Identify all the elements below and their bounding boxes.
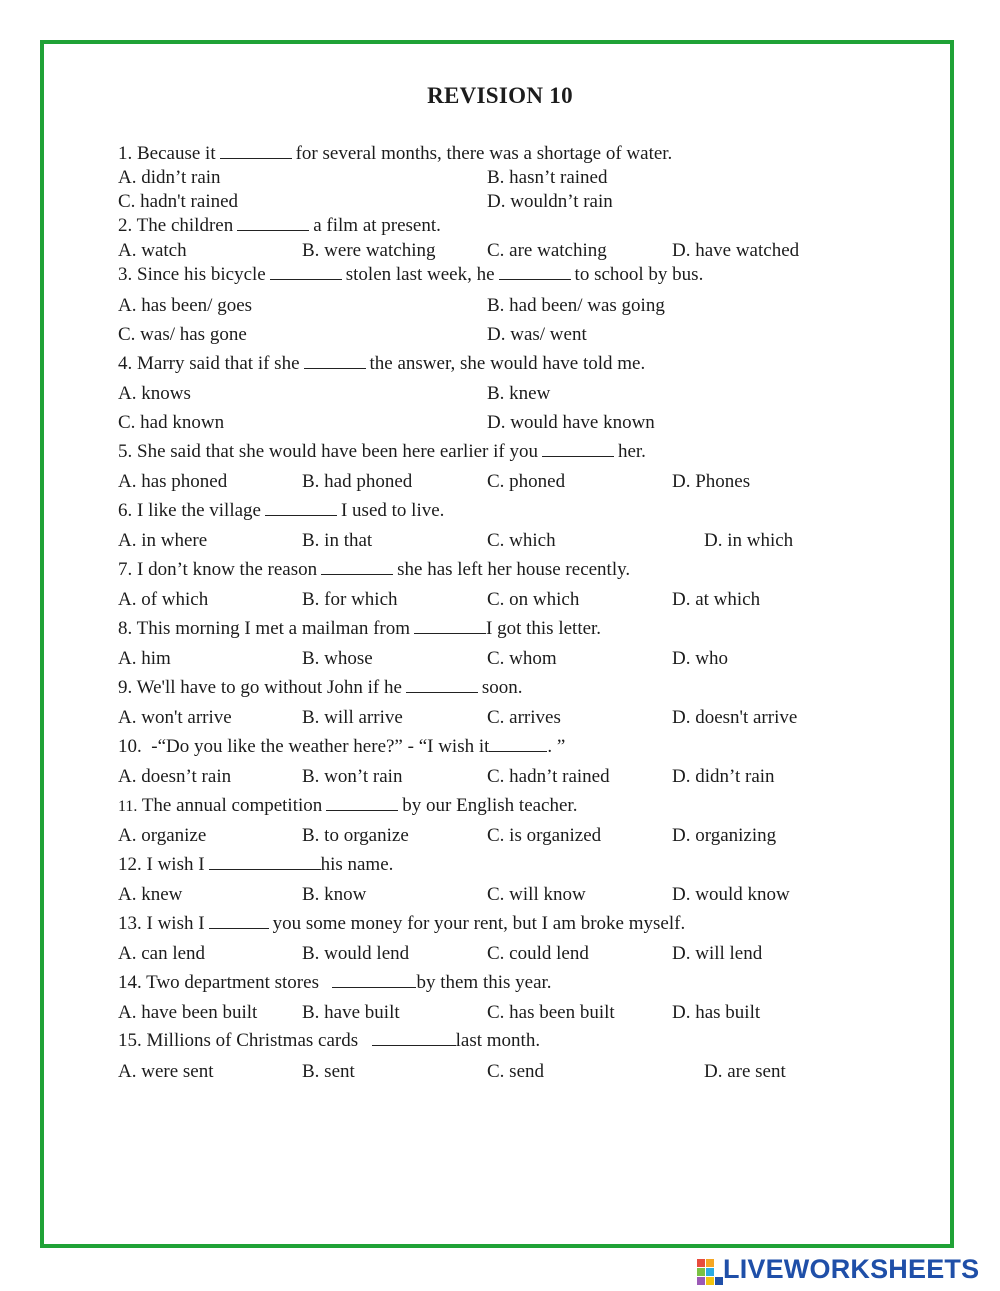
option-a[interactable]: A. won't arrive	[118, 707, 232, 728]
answer-blank[interactable]	[209, 854, 321, 870]
answer-blank[interactable]	[489, 736, 547, 752]
option-d[interactable]: D. would know	[672, 884, 790, 905]
option-d[interactable]: D. would have known	[487, 412, 655, 433]
question-5: 5. She said that she would have been here earlier if you her.	[118, 441, 646, 462]
question-15: 15. Millions of Christmas cards last month.	[118, 1030, 541, 1051]
option-d[interactable]: D. wouldn’t rain	[487, 191, 613, 212]
options-row-3	[0, 295, 1000, 319]
option-d[interactable]: D. has built	[672, 1002, 761, 1023]
option-c[interactable]: C. on which	[487, 589, 580, 610]
option-a[interactable]: A. in where	[118, 530, 208, 551]
answer-blank[interactable]	[265, 500, 337, 516]
options-row-4b	[0, 412, 1000, 436]
option-c[interactable]: C. was/ has gone	[118, 324, 247, 345]
options-row-4	[0, 383, 1000, 407]
option-c[interactable]: C. has been built	[487, 1002, 615, 1023]
option-d[interactable]: D. have watched	[672, 240, 800, 261]
option-b[interactable]: B. sent	[302, 1061, 355, 1082]
answer-blank[interactable]	[321, 559, 393, 575]
answer-blank[interactable]	[372, 1030, 456, 1046]
liveworksheets-logo[interactable]	[697, 1254, 997, 1288]
option-c[interactable]: C. are watching	[487, 240, 607, 261]
option-b[interactable]: B. would lend	[302, 943, 410, 964]
option-b[interactable]: B. know	[302, 884, 367, 905]
options-row-7	[0, 589, 1000, 613]
question-8: 8. This morning I met a mailman from I got this letter.	[118, 618, 602, 639]
option-c[interactable]: C. hadn’t rained	[487, 766, 610, 787]
option-b[interactable]: B. whose	[302, 648, 373, 669]
logo-text: LIVEWORKSHEETS	[723, 1254, 980, 1284]
option-a[interactable]: A. organize	[118, 825, 207, 846]
question-11: 11. The annual competition by our English teacher.	[118, 795, 578, 816]
question-14: 14. Two department stores by them this year.	[118, 972, 552, 993]
options-row-9	[0, 707, 1000, 731]
options-row-12	[0, 884, 1000, 908]
option-c[interactable]: C. will know	[487, 884, 586, 905]
option-a[interactable]: A. doesn’t rain	[118, 766, 232, 787]
options-row-15	[0, 1061, 1000, 1085]
option-c[interactable]: C. which	[487, 530, 556, 551]
option-d[interactable]: D. in which	[704, 530, 794, 551]
answer-blank[interactable]	[237, 215, 309, 231]
answer-blank[interactable]	[220, 143, 292, 159]
option-a[interactable]: A. were sent	[118, 1061, 214, 1082]
option-a[interactable]: A. have been built	[118, 1002, 258, 1023]
options-row-3b	[0, 324, 1000, 348]
option-c[interactable]: C. send	[487, 1061, 544, 1082]
question-6: 6. I like the village I used to live.	[118, 500, 445, 521]
options-row-10	[0, 766, 1000, 790]
options-row-1b	[0, 191, 1000, 215]
option-d[interactable]: D. who	[672, 648, 728, 669]
option-a[interactable]: A. didn’t rain	[118, 167, 221, 188]
options-row-2	[0, 240, 1000, 264]
option-b[interactable]: B. have built	[302, 1002, 400, 1023]
answer-blank[interactable]	[270, 264, 342, 280]
option-a[interactable]: A. watch	[118, 240, 187, 261]
option-b[interactable]: B. had been/ was going	[487, 295, 665, 316]
option-b[interactable]: B. had phoned	[302, 471, 413, 492]
question-2: 2. The children a film at present.	[118, 215, 441, 236]
liveworksheets-icon	[697, 1259, 723, 1285]
question-1: 1. Because it for several months, there was a shortage of water.	[118, 143, 673, 164]
option-c[interactable]: C. could lend	[487, 943, 589, 964]
question-10: 10. -“Do you like the weather here?” - “I wish it . ”	[118, 736, 566, 757]
answer-blank[interactable]	[542, 441, 614, 457]
options-row-6	[0, 530, 1000, 554]
answer-blank[interactable]	[209, 913, 269, 929]
option-b[interactable]: B. will arrive	[302, 707, 403, 728]
option-a[interactable]: A. of which	[118, 589, 209, 610]
option-c[interactable]: C. had known	[118, 412, 225, 433]
option-c[interactable]: C. phoned	[487, 471, 566, 492]
options-row-13	[0, 943, 1000, 967]
option-b[interactable]: B. knew	[487, 383, 551, 404]
answer-blank[interactable]	[326, 795, 398, 811]
option-d[interactable]: D. will lend	[672, 943, 763, 964]
option-a[interactable]: A. can lend	[118, 943, 206, 964]
option-d[interactable]: D. organizing	[672, 825, 777, 846]
answer-blank[interactable]	[414, 618, 486, 634]
option-c[interactable]: C. is organized	[487, 825, 602, 846]
option-a[interactable]: A. knows	[118, 383, 191, 404]
options-row-5	[0, 471, 1000, 495]
answer-blank[interactable]	[499, 264, 571, 280]
option-d[interactable]: D. was/ went	[487, 324, 587, 345]
page-title: REVISION 10	[427, 83, 573, 108]
option-d[interactable]: D. doesn't arrive	[672, 707, 798, 728]
option-d[interactable]: D. are sent	[704, 1061, 786, 1082]
option-b[interactable]: B. in that	[302, 530, 373, 551]
option-a[interactable]: A. has phoned	[118, 471, 228, 492]
option-b[interactable]: B. won’t rain	[302, 766, 403, 787]
option-c[interactable]: C. arrives	[487, 707, 561, 728]
option-a[interactable]: A. has been/ goes	[118, 295, 253, 316]
answer-blank[interactable]	[304, 353, 366, 369]
option-c[interactable]: C. hadn't rained	[118, 191, 239, 212]
option-b[interactable]: B. for which	[302, 589, 398, 610]
question-4: 4. Marry said that if she the answer, she would have told me.	[118, 353, 646, 374]
question-7: 7. I don’t know the reason she has left her house recently.	[118, 559, 631, 580]
option-c[interactable]: C. whom	[487, 648, 557, 669]
answer-blank[interactable]	[332, 972, 416, 988]
options-row-1	[0, 167, 1000, 191]
option-d[interactable]: D. didn’t rain	[672, 766, 775, 787]
option-a[interactable]: A. knew	[118, 884, 183, 905]
option-a[interactable]: A. him	[118, 648, 171, 669]
option-b[interactable]: B. were watching	[302, 240, 436, 261]
options-row-8	[0, 648, 1000, 672]
option-b[interactable]: B. to organize	[302, 825, 409, 846]
option-b[interactable]: B. hasn’t rained	[487, 167, 608, 188]
question-3: 3. Since his bicycle stolen last week, he to school by bus.	[118, 264, 704, 285]
options-row-14	[0, 1002, 1000, 1026]
question-12: 12. I wish I his name.	[118, 854, 394, 875]
options-row-11	[0, 825, 1000, 849]
option-d[interactable]: D. Phones	[672, 471, 751, 492]
option-d[interactable]: D. at which	[672, 589, 761, 610]
question-13: 13. I wish I you some money for your rent, but I am broke myself.	[118, 913, 686, 934]
question-9: 9. We'll have to go without John if he soon.	[118, 677, 523, 698]
answer-blank[interactable]	[406, 677, 478, 693]
